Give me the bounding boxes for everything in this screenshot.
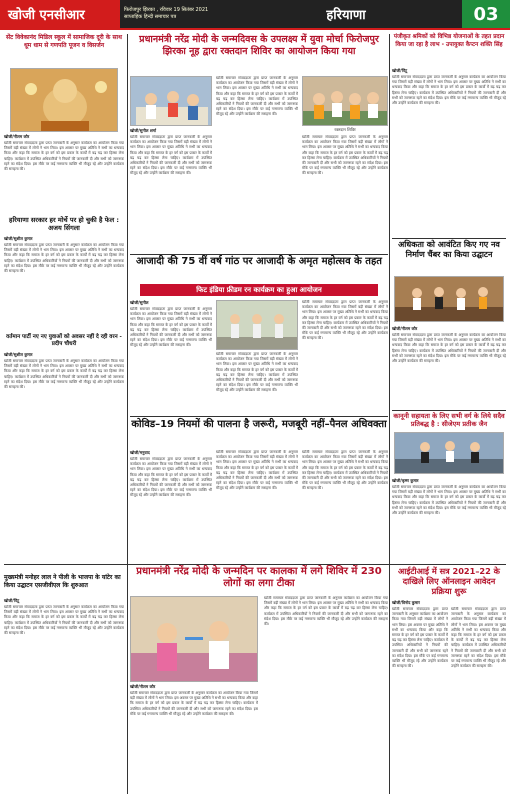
left-column [4,34,124,474]
main-body-2: खोजी समाचार संवाददाता द्वारा प्राप्त जानकारी के अनुसार कार्यक्रम का आयोजन किया गया जिसमें बड़ी संख्या में लोगों ने भाग लिया। इस अवसर पर मुख्य अतिथि ने सभी का धन्यवाद किया और कहा कि समाज के हर वर्ग को इस प्रकार के कार्यों में बढ़ चढ़ कर हिस्सा लेना चाहिए। कार्यक्रम में उपस्थित अधिकारियों ने नियमों की जानकारी दी और सभी को जागरूक रहने का संदेश दिया। इस मौके पर कई गणमान्य व्यक्ति भी मौजूद रहे और उन्होंने कार्यक्रम की सराहना की। [216,76,298,117]
azadi-byline: खोजी/सुनील [130,300,149,305]
covid-byline: खोजी/मनुवाद [130,450,150,455]
right-byline-2: खोजी/नीलम कौर [392,326,418,331]
bottom-right-byline: खोजी/विनोद कुमार [392,600,420,605]
inauguration-illustration [395,277,504,322]
bottom-right-story [392,566,506,796]
right-body-2: खोजी समाचार संवाददाता द्वारा प्राप्त जानकारी के अनुसार कार्यक्रम का आयोजन किया गया जिसमें बड़ी संख्या में लोगों ने भाग लिया। इस अवसर पर मुख्य अतिथि ने सभी का धन्यवाद किया और कहा कि समाज के हर वर्ग को इस प्रकार के कार्यों में बढ़ चढ़ कर हिस्सा लेना चाहिए। कार्यक्रम में उपस्थित अधिकारियों ने नियमों की जानकारी दी और सभी को जागरूक रहने का संदेश दिया। इस मौके पर कई गणमान्य व्यक्ति भी मौजूद रहे और उन्होंने कार्यक्रम की सराहना की। [392,333,506,364]
brand-logo: खोजी एनसीआर [0,0,120,28]
bottom-mid-body-1: खोजी समाचार संवाददाता द्वारा प्राप्त जानकारी के अनुसार कार्यक्रम का आयोजन किया गया जिसमें बड़ी संख्या में लोगों ने भाग लिया। इस अवसर पर मुख्य अतिथि ने सभी का धन्यवाद किया और कहा कि समाज के हर वर्ग को इस प्रकार के कार्यों में बढ़ चढ़ कर हिस्सा लेना चाहिए। कार्यक्रम में उपस्थित अधिकारियों ने नियमों की जानकारी दी और सभी को जागरूक रहने का संदेश दिया। इस मौके पर कई गणमान्य व्यक्ति भी मौजूद रहे और उन्होंने कार्यक्रम की सराहना की। [130,691,258,716]
page-number: 03 [462,0,510,28]
right-byline-1: खोजी/पिंटू [392,68,408,73]
cjm-story [392,412,506,562]
left-headline-1: सेंट विवेकानंद मिडिल स्कूल में सामाजिक दूरी के साथ धूम धाम से गणपति पूजन व विसर्जन [6,34,122,49]
edition-type: साप्ताहिक हिन्दी समाचार पत्र [124,14,177,20]
bottom-mid-headline: प्रधानमंत्री नरेंद्र मोदी के जन्मदिन पर कालका में लगे शिविर में 230 लोगों का लगा टीका [136,566,382,589]
main-body-3: खोजी समाचार संवाददाता द्वारा प्राप्त जानकारी के अनुसार कार्यक्रम का आयोजन किया गया जिसमें बड़ी संख्या में लोगों ने भाग लिया। इस अवसर पर मुख्य अतिथि ने सभी का धन्यवाद किया और कहा कि समाज के हर वर्ग को इस प्रकार के कार्यों में बढ़ चढ़ कर हिस्सा लेना चाहिए। कार्यक्रम में उपस्थित अधिकारियों ने नियमों की जानकारी दी और सभी को जागरूक रहने का संदेश दिया। इस मौके पर कई गणमान्य व्यक्ति भी मौजूद रहे और उन्होंने कार्यक्रम की सराहना की। [302,135,388,176]
bottom-left-story [4,574,124,796]
main-headline: प्रधानमंत्री नरेंद्र मोदी के जन्मदिवस के उपलक्ष्य में युवा मोर्चा फिरोजपुर झिरका नूह द्वारा रक्तदान शिविर का आयोजन किया गया [139,34,379,57]
vaccination-illustration [131,597,258,682]
chamber-story [392,240,506,410]
covid-body-3: खोजी समाचार संवाददाता द्वारा प्राप्त जानकारी के अनुसार कार्यक्रम का आयोजन किया गया जिसमें बड़ी संख्या में लोगों ने भाग लिया। इस अवसर पर मुख्य अतिथि ने सभी का धन्यवाद किया और कहा कि समाज के हर वर्ग को इस प्रकार के कार्यों में बढ़ चढ़ कर हिस्सा लेना चाहिए। कार्यक्रम में उपस्थित अधिकारियों ने नियमों की जानकारी दी और सभी को जागरूक रहने का संदेश दिया। इस मौके पर कई गणमान्य व्यक्ति भी मौजूद रहे और उन्होंने कार्यक्रम की सराहना की। [302,450,388,491]
bottom-right-headline: आईटीआई में सत्र 2021–22 के दाखिले लिए ऑनलाइन आवेदन प्रक्रिया शुरू [398,566,500,596]
right-headline-2: अधिकता को आवंटित किए गए नव निर्माण चैंबर का किया उद्घाटन [398,240,500,259]
azadi-body-1: खोजी समाचार संवाददाता द्वारा प्राप्त जानकारी के अनुसार कार्यक्रम का आयोजन किया गया जिसमें बड़ी संख्या में लोगों ने भाग लिया। इस अवसर पर मुख्य अतिथि ने सभी का धन्यवाद किया और कहा कि समाज के हर वर्ग को इस प्रकार के कार्यों में बढ़ चढ़ कर हिस्सा लेना चाहिए। कार्यक्रम में उपस्थित अधिकारियों ने नियमों की जानकारी दी और सभी को जागरूक रहने का संदेश दिया। इस मौके पर कई गणमान्य व्यक्ति भी मौजूद रहे और उन्होंने कार्यक्रम की सराहना की। [130,307,212,348]
ganpati-idol-illustration [11,69,118,132]
azadi-story [130,256,388,416]
section-rule-3 [4,564,506,565]
left-byline-1: खोजी/नीलम कौर [4,134,30,139]
freedom-run-photo [216,300,298,350]
chamber-inauguration-photo [394,276,504,322]
azadi-headline: आजादी की 75 वीं वर्ष गांठ पर आजादी के अमृत महोत्सव के तहत [136,256,382,267]
bottom-left-headline: मुख्यमंत्री मनोहर लाल ने पीली के भाजपा के यांटेर का किया उद्घाटन एसजीवीएल कि शुरुआत [4,574,121,589]
main-byline: खोजी/सुनील शर्मा [130,128,156,133]
covid-story [130,418,388,558]
legal-aid-illustration [395,433,504,474]
covid-body-2: खोजी समाचार संवाददाता द्वारा प्राप्त जानकारी के अनुसार कार्यक्रम का आयोजन किया गया जिसमें बड़ी संख्या में लोगों ने भाग लिया। इस अवसर पर मुख्य अतिथि ने सभी का धन्यवाद किया और कहा कि समाज के हर वर्ग को इस प्रकार के कार्यों में बढ़ चढ़ कर हिस्सा लेना चाहिए। कार्यक्रम में उपस्थित अधिकारियों ने नियमों की जानकारी दी और सभी को जागरूक रहने का संदेश दिया। इस मौके पर कई गणमान्य व्यक्ति भी मौजूद रहे और उन्होंने कार्यक्रम की सराहना की। [216,450,298,491]
left-body-3: खोजी समाचार संवाददाता द्वारा प्राप्त जानकारी के अनुसार कार्यक्रम का आयोजन किया गया जिसमें बड़ी संख्या में लोगों ने भाग लिया। इस अवसर पर मुख्य अतिथि ने सभी का धन्यवाद किया और कहा कि समाज के हर वर्ग को इस प्रकार के कार्यों में बढ़ चढ़ कर हिस्सा लेना चाहिए। कार्यक्रम में उपस्थित अधिकारियों ने नियमों की जानकारी दी और सभी को जागरूक रहने का संदेश दिया। इस मौके पर कई गणमान्य व्यक्ति भी मौजूद रहे और उन्होंने कार्यक्रम की सराहना की। [4,359,124,390]
section-rule-5 [392,410,506,411]
covid-body-1: खोजी समाचार संवाददाता द्वारा प्राप्त जानकारी के अनुसार कार्यक्रम का आयोजन किया गया जिसमें बड़ी संख्या में लोगों ने भाग लिया। इस अवसर पर मुख्य अतिथि ने सभी का धन्यवाद किया और कहा कि समाज के हर वर्ग को इस प्रकार के कार्यों में बढ़ चढ़ कर हिस्सा लेना चाहिए। कार्यक्रम में उपस्थित अधिकारियों ने नियमों की जानकारी दी और सभी को जागरूक रहने का संदेश दिया। इस मौके पर कई गणमान्य व्यक्ति भी मौजूद रहे और उन्होंने कार्यक्रम की सराहना की। [130,457,212,498]
left-headline-2: हरियाणा सरकार हर मोर्चे पर हो चुकी है फेल : अजय सिंगला [9,216,119,232]
main-body-1: खोजी समाचार संवाददाता द्वारा प्राप्त जानकारी के अनुसार कार्यक्रम का आयोजन किया गया जिसमें बड़ी संख्या में लोगों ने भाग लिया। इस अवसर पर मुख्य अतिथि ने सभी का धन्यवाद किया और कहा कि समाज के हर वर्ग को इस प्रकार के कार्यों में बढ़ चढ़ कर हिस्सा लेना चाहिए। कार्यक्रम में उपस्थित अधिकारियों ने नियमों की जानकारी दी और सभी को जागरूक रहने का संदेश दिया। इस मौके पर कई गणमान्य व्यक्ति भी मौजूद रहे और उन्होंने कार्यक्रम की सराहना की। [130,135,212,176]
azadi-body-2: खोजी समाचार संवाददाता द्वारा प्राप्त जानकारी के अनुसार कार्यक्रम का आयोजन किया गया जिसमें बड़ी संख्या में लोगों ने भाग लिया। इस अवसर पर मुख्य अतिथि ने सभी का धन्यवाद किया और कहा कि समाज के हर वर्ग को इस प्रकार के कार्यों में बढ़ चढ़ कर हिस्सा लेना चाहिए। कार्यक्रम में उपस्थित अधिकारियों ने नियमों की जानकारी दी और सभी को जागरूक रहने का संदेश दिया। इस मौके पर कई गणमान्य व्यक्ति भी मौजूद रहे और उन्होंने कार्यक्रम की सराहना की। [216,352,298,393]
left-byline-2: खोजी/सुशील कुमार [4,236,33,241]
column-rule-right [389,34,390,794]
azadi-body-3: खोजी समाचार संवाददाता द्वारा प्राप्त जानकारी के अनुसार कार्यक्रम का आयोजन किया गया जिसमें बड़ी संख्या में लोगों ने भाग लिया। इस अवसर पर मुख्य अतिथि ने सभी का धन्यवाद किया और कहा कि समाज के हर वर्ग को इस प्रकार के कार्यों में बढ़ चढ़ कर हिस्सा लेना चाहिए। कार्यक्रम में उपस्थित अधिकारियों ने नियमों की जानकारी दी और सभी को जागरूक रहने का संदेश दिया। इस मौके पर कई गणमान्य व्यक्ति भी मौजूद रहे और उन्होंने कार्यक्रम की सराहना की। [302,300,388,341]
vaccination-photo [130,596,258,682]
section-rule-2 [130,416,388,417]
bottom-mid-body-2: खोजी समाचार संवाददाता द्वारा प्राप्त जानकारी के अनुसार कार्यक्रम का आयोजन किया गया जिसमें बड़ी संख्या में लोगों ने भाग लिया। इस अवसर पर मुख्य अतिथि ने सभी का धन्यवाद किया और कहा कि समाज के हर वर्ग को इस प्रकार के कार्यों में बढ़ चढ़ कर हिस्सा लेना चाहिए। कार्यक्रम में उपस्थित अधिकारियों ने नियमों की जानकारी दी और सभी को जागरूक रहने का संदेश दिया। इस मौके पर कई गणमान्य व्यक्ति भी मौजूद रहे और उन्होंने कार्यक्रम की सराहना की। [264,596,388,627]
left-body-1: खोजी समाचार संवाददाता द्वारा प्राप्त जानकारी के अनुसार कार्यक्रम का आयोजन किया गया जिसमें बड़ी संख्या में लोगों ने भाग लिया। इस अवसर पर मुख्य अतिथि ने सभी का धन्यवाद किया और कहा कि समाज के हर वर्ग को इस प्रकार के कार्यों में बढ़ चढ़ कर हिस्सा लेना चाहिए। कार्यक्रम में उपस्थित अधिकारियों ने नियमों की जानकारी दी और सभी को जागरूक रहने का संदेश दिया। इस मौके पर कई गणमान्य व्यक्ति भी मौजूद रहे और उन्होंने कार्यक्रम की सराहना की। [4,141,124,172]
column-rule-left [127,34,128,794]
edition-info [120,0,230,28]
right-byline-3: खोजी/कृष्ण कुमार [392,478,419,483]
main-photo-caption: रक्तदान शिविर [334,127,356,132]
left-body-2: खोजी समाचार संवाददाता द्वारा प्राप्त जानकारी के अनुसार कार्यक्रम का आयोजन किया गया जिसमें बड़ी संख्या में लोगों ने भाग लिया। इस अवसर पर मुख्य अतिथि ने सभी का धन्यवाद किया और कहा कि समाज के हर वर्ग को इस प्रकार के कार्यों में बढ़ चढ़ कर हिस्सा लेना चाहिए। कार्यक्रम में उपस्थित अधिकारियों ने नियमों की जानकारी दी और सभी को जागरूक रहने का संदेश दिया। इस मौके पर कई गणमान्य व्यक्ति भी मौजूद रहे और उन्होंने कार्यक्रम की सराहना की। [4,243,124,274]
section-rule-4 [392,238,506,239]
run-illustration [217,301,298,350]
camp-illustration [131,77,212,126]
bottom-right-body-1: खोजी समाचार संवाददाता द्वारा प्राप्त जानकारी के अनुसार कार्यक्रम का आयोजन किया गया जिसमें बड़ी संख्या में लोगों ने भाग लिया। इस अवसर पर मुख्य अतिथि ने सभी का धन्यवाद किया और कहा कि समाज के हर वर्ग को इस प्रकार के कार्यों में बढ़ चढ़ कर हिस्सा लेना चाहिए। कार्यक्रम में उपस्थित अधिकारियों ने नियमों की जानकारी दी और सभी को जागरूक रहने का संदेश दिया। इस मौके पर कई गणमान्य व्यक्ति भी मौजूद रहे और उन्होंने कार्यक्रम की सराहना की। [392,607,448,669]
bottom-mid-story [130,566,388,796]
edition-date: फिरोजपुर झिरका , रविवार 19 सितंबर 2021 [124,7,209,13]
main-story [130,34,388,254]
covid-headline: कोविड–19 नियमों की पालना है जरूरी, मजबूरी नहीं–पैनल अधिवक्ता [131,419,387,430]
right-headline-3: कानूनी सहायता के लिए सभी वर्ग के लिये सदैव प्रतिबद्ध है : सीजेएम प्रतीक जैन [393,412,505,428]
azadi-banner: फिट इंडिया फ्रीडम रन कार्यक्रम का हुआ आयोजन [140,284,378,296]
right-headline-1: पंजीकृत श्रमिकों को विभिन्न योजनाओं के तहत प्रदान किया जा रहा है लाभ - उपायुक्त कैप्टन शक्ति सिंह [393,34,505,48]
left-headline-3: वर्तमान पार्टी नए नए युवाओं को अवसर नहीं दे रही वरन - प्रदीप चौधरी [6,334,122,347]
bottom-left-byline: खोजी/पिंटू [4,598,20,603]
bottom-right-body-2: खोजी समाचार संवाददाता द्वारा प्राप्त जानकारी के अनुसार कार्यक्रम का आयोजन किया गया जिसमें बड़ी संख्या में लोगों ने भाग लिया। इस अवसर पर मुख्य अतिथि ने सभी का धन्यवाद किया और कहा कि समाज के हर वर्ग को इस प्रकार के कार्यों में बढ़ चढ़ कर हिस्सा लेना चाहिए। कार्यक्रम में उपस्थित अधिकारियों ने नियमों की जानकारी दी और सभी को जागरूक रहने का संदेश दिया। इस मौके पर कई गणमान्य व्यक्ति भी मौजूद रहे और उन्होंने कार्यक्रम की सराहना की। [451,607,506,669]
left-byline-3: खोजी/सुशील कुमार [4,352,33,357]
bottom-left-body: खोजी समाचार संवाददाता द्वारा प्राप्त जानकारी के अनुसार कार्यक्रम का आयोजन किया गया जिसमें बड़ी संख्या में लोगों ने भाग लिया। इस अवसर पर मुख्य अतिथि ने सभी का धन्यवाद किया और कहा कि समाज के हर वर्ग को इस प्रकार के कार्यों में बढ़ चढ़ कर हिस्सा लेना चाहिए। कार्यक्रम में उपस्थित अधिकारियों ने नियमों की जानकारी दी और सभी को जागरूक रहने का संदेश दिया। इस मौके पर कई गणमान्य व्यक्ति भी मौजूद रहे और उन्होंने कार्यक्रम की सराहना की। [4,605,124,636]
section-title: हरियाणा [230,0,462,28]
blood-donation-photo [130,76,212,126]
right-body-3: खोजी समाचार संवाददाता द्वारा प्राप्त जानकारी के अनुसार कार्यक्रम का आयोजन किया गया जिसमें बड़ी संख्या में लोगों ने भाग लिया। इस अवसर पर मुख्य अतिथि ने सभी का धन्यवाद किया और कहा कि समाज के हर वर्ग को इस प्रकार के कार्यों में बढ़ चढ़ कर हिस्सा लेना चाहिए। कार्यक्रम में उपस्थित अधिकारियों ने नियमों की जानकारी दी और सभी को जागरूक रहने का संदेश दिया। इस मौके पर कई गणमान्य व्यक्ति भी मौजूद रहे और उन्होंने कार्यक्रम की सराहना की। [392,485,506,516]
masthead [0,0,510,30]
bottom-mid-byline: खोजी/नीलम कौर [130,684,156,689]
ganpati-photo [10,68,118,132]
group-illustration [303,77,388,126]
donation-group-photo [302,76,388,126]
right-body-1: खोजी समाचार संवाददाता द्वारा प्राप्त जानकारी के अनुसार कार्यक्रम का आयोजन किया गया जिसमें बड़ी संख्या में लोगों ने भाग लिया। इस अवसर पर मुख्य अतिथि ने सभी का धन्यवाद किया और कहा कि समाज के हर वर्ग को इस प्रकार के कार्यों में बढ़ चढ़ कर हिस्सा लेना चाहिए। कार्यक्रम में उपस्थित अधिकारियों ने नियमों की जानकारी दी और सभी को जागरूक रहने का संदेश दिया। इस मौके पर कई गणमान्य व्यक्ति भी मौजूद रहे और उन्होंने कार्यक्रम की सराहना की। [392,75,506,106]
legal-aid-photo [394,432,504,474]
section-rule-1 [130,254,388,255]
